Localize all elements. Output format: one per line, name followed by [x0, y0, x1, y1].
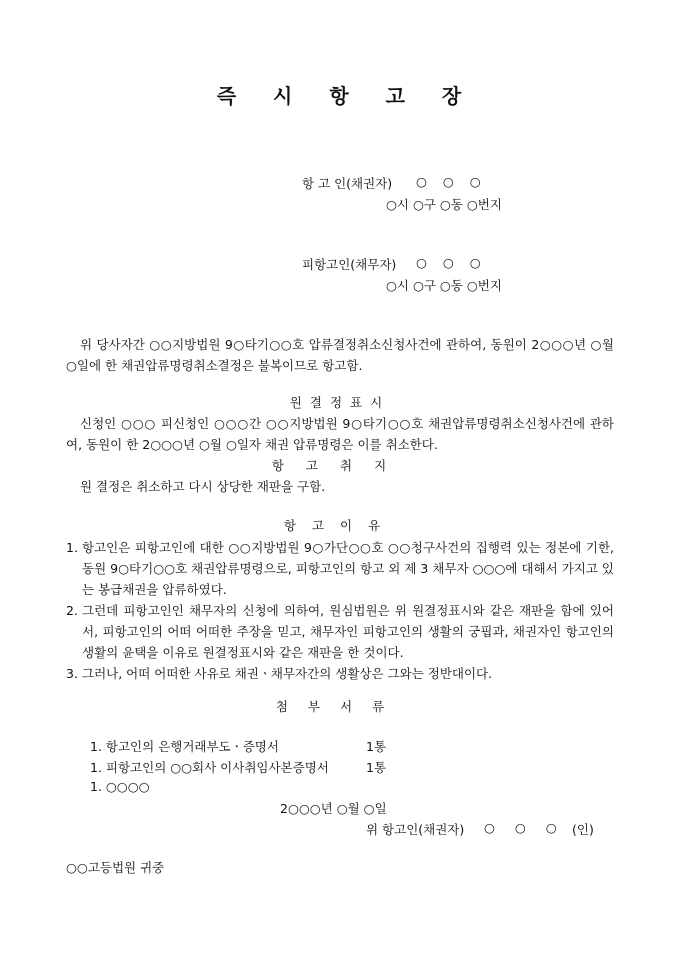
reason-text: 항고인은 피항고인에 대한 ○○지방법원 9○가단○○호 ○○청구사건의 집행력 있는 정본에 기한, 동원 9○타기○○호 채권압류명령으로, 피항고인의 항고 외 제 3 채무자 ○○○에 대해서 가지고 있는 봉급채권을 압류하였다.	[82, 540, 614, 597]
reason-item	[66, 537, 614, 600]
reason-number: 3.	[66, 666, 78, 681]
attachment-item-count: 1통	[366, 739, 387, 754]
attachment-item-text: 1. 항고인의 은행거래부도ㆍ증명서	[90, 739, 279, 754]
attachment-item-count: 1통	[366, 760, 387, 775]
reason-text: 그런데 피항고인인 채무자의 신청에 의하여, 원심법원은 위 원결정표시와 같은 재판을 함에 있어서, 피항고인의 어떠 어떠한 주장을 믿고, 채무자인 피항고인의 생활의 궁핍과, 채권자인 항고인의 생활의 윤택을 이유로 원결정표시와 같은 재판을 한 것이다.	[82, 603, 614, 660]
appellee-address: ○시 ○구 ○동 ○번지	[386, 278, 502, 293]
reason-text: 그러나, 어떠 어떠한 사유로 채권ㆍ채무자간의 생활상은 그와는 정반대이다.	[82, 666, 493, 681]
reasons-heading: 항고이유	[283, 518, 397, 533]
original-decision-text: 신청인 ○○○ 피신청인 ○○○간 ○○지방법원 9○타기○○호 채권압류명령취소신청사건에 관하여, 동원이 한 2○○○년 ○월 ○일자 채권 압류명령은 이를 취소한다.	[66, 416, 614, 452]
signature-seal: (인)	[572, 822, 594, 837]
reason-item	[66, 663, 614, 684]
purpose-heading: 항고취지	[271, 458, 409, 473]
appellant-label: 항 고 인(채권자)	[302, 176, 393, 191]
document-date: 2○○○년 ○월 ○일	[280, 801, 387, 816]
original-decision-heading: 원결정표시	[289, 395, 391, 410]
purpose-text: 원 결정은 취소하고 다시 상당한 재판을 구함.	[80, 479, 326, 494]
signature-prefix: 위 항고인(채권자)	[366, 822, 465, 837]
signature-name: ○ ○ ○	[484, 820, 557, 835]
document-title: 즉 시 항 고 장	[216, 84, 464, 108]
reason-number: 2.	[66, 603, 78, 618]
reason-number: 1.	[66, 540, 78, 555]
appellee-name: ○ ○ ○	[416, 255, 481, 270]
attachments-heading: 첨부서류	[275, 699, 405, 714]
appellant-name: ○ ○ ○	[416, 174, 481, 189]
attachment-item-text: 1. ○○○○	[90, 779, 150, 794]
appellee-label: 피항고인(채무자)	[302, 257, 397, 272]
intro-paragraph: 위 당사자간 ○○지방법원 9○타기○○호 압류결정취소신청사건에 관하여, 동원이 2○○○년 ○월 ○일에 한 채권압류명령취소결정은 불복이므로 항고함.	[66, 337, 614, 373]
attachment-item-text: 1. 피항고인의 ○○회사 이사취임사본증명서	[90, 760, 329, 775]
court-addressee: ○○고등법원 귀중	[66, 860, 165, 875]
reason-item	[66, 600, 614, 663]
appellant-address: ○시 ○구 ○동 ○번지	[386, 197, 502, 212]
